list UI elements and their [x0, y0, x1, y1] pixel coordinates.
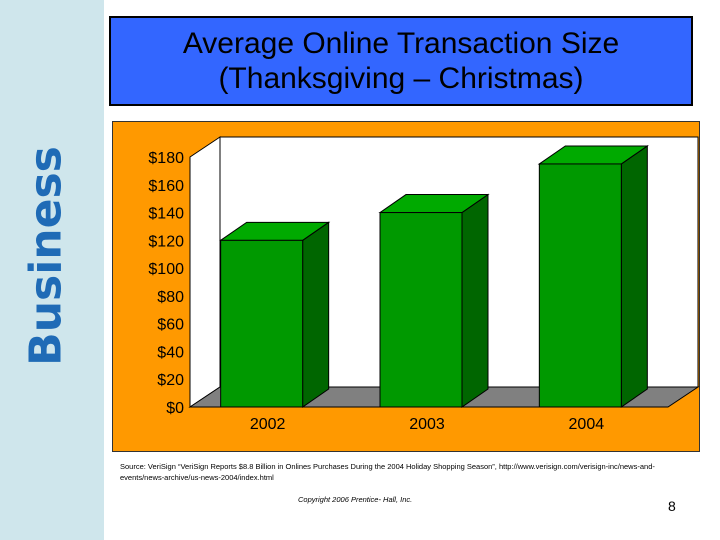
y-tick-label: $20: [157, 372, 184, 390]
x-tick-label: 2004: [568, 416, 605, 433]
y-tick-label: $0: [166, 400, 184, 417]
y-tick-label: $140: [148, 205, 184, 223]
sidebar-label: Business: [20, 146, 72, 366]
y-tick-label: $120: [148, 233, 184, 251]
y-tick-label: $80: [157, 288, 184, 306]
y-tick-label: $100: [148, 261, 184, 279]
source-note: Source: VeriSign “VeriSign Reports $8.8 Billion in Onlines Purchases During the 2004 Holiday Shopping Season”, http://www.verisign.com/verisign-inc/news-and-events/news-archive/us-news-2004/index.html: [120, 462, 655, 482]
page-title-line-1: Average Online Transaction Size: [182, 27, 620, 60]
x-tick-label: 2002: [249, 416, 286, 433]
bar-side: [462, 195, 488, 407]
bar-side: [303, 222, 329, 407]
y-tick-label: $160: [148, 177, 184, 195]
y-tick-label: $60: [157, 316, 184, 334]
sidebar-band: [0, 0, 104, 540]
plot-side-wall: [190, 137, 220, 407]
y-tick-label: $40: [157, 344, 184, 362]
x-tick-label: 2003: [409, 416, 445, 433]
copyright-note: Copyright 2006 Prentice- Hall, Inc.: [298, 495, 413, 504]
title-banner: [109, 16, 693, 106]
bar-chart: [113, 122, 701, 453]
bar: [221, 240, 303, 407]
bar: [539, 164, 621, 407]
page-number: 8: [668, 498, 676, 514]
bar: [380, 213, 462, 407]
y-tick-label: $180: [148, 150, 184, 167]
chart-panel: [112, 121, 700, 452]
bar-side: [621, 146, 647, 407]
page-title-line-2: (Thanksgiving – Christmas): [218, 62, 584, 95]
